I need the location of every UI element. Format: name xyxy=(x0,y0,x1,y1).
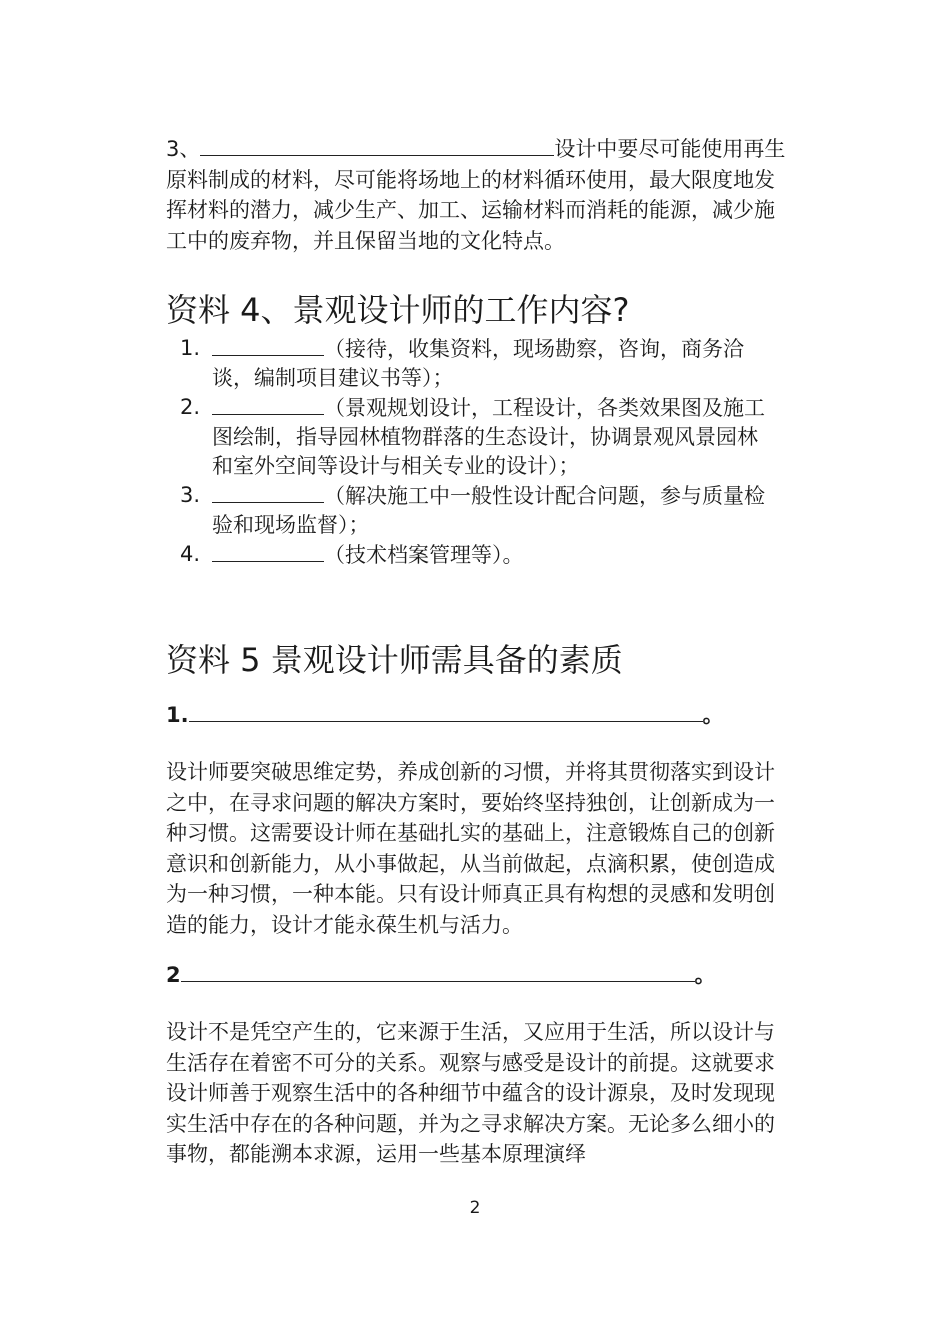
quality-2-paragraph: 设计不是凭空产生的，它来源于生活，又应用于生活，所以设计与生活存在着密不可分的关系。观察与感受是设计的前提。这就要求设计师善于观察生活中的各种细节中蕴含的设计源泉，及时发现现实生活中存在的各种问题，并为之寻求解决方案。无论多么细小的事物，都能溯本求源，运用一些基本原理演绎 xyxy=(166,1020,775,1166)
list-item-number: 3. xyxy=(180,483,201,507)
heading-section-5: 资料 5 景观设计师需具备的素质 xyxy=(166,641,623,679)
list-item xyxy=(166,540,776,570)
list-item xyxy=(166,393,776,481)
quality-2-end: 。 xyxy=(694,963,716,987)
list-item-text: （技术档案管理等）。 xyxy=(324,543,524,567)
list-item-text: （景观规划设计，工程设计，各类效果图及施工图绘制，指导园林植物群落的生态设计，协调景观风景园林和室外空间等设计与相关专业的设计）； xyxy=(212,396,765,478)
fill-in-blank xyxy=(212,393,324,415)
fill-in-blank xyxy=(212,481,324,503)
quality-1-paragraph: 设计师要突破思维定势，养成创新的习惯，并将其贯彻落实到设计之中，在寻求问题的解决方案时，要始终坚持独创，让创新成为一种习惯。这需要设计师在基础扎实的基础上，注意锻炼自己的创新意识和创新能力，从小事做起，从当前做起，点滴积累，使创造成为一种习惯，一种本能。只有设计师真正具有构想的灵感和发明创造的能力，设计才能永葆生机与活力。 xyxy=(166,760,775,937)
quality-1-end: 。 xyxy=(702,703,724,727)
list-item-number: 1. xyxy=(180,336,201,360)
list-item-number: 4. xyxy=(180,542,201,566)
fill-in-blank xyxy=(181,960,695,982)
quality-2-line xyxy=(166,960,716,990)
fill-in-blank xyxy=(200,134,554,156)
quality-1-number: 1. xyxy=(166,703,189,727)
fill-in-blank xyxy=(189,700,703,722)
fill-in-blank xyxy=(212,540,324,562)
list-item xyxy=(166,334,776,393)
fill-in-blank xyxy=(212,334,324,356)
quality-2-number: 2 xyxy=(166,963,181,987)
section-3-paragraph xyxy=(166,134,786,256)
list-item-number: 2. xyxy=(180,395,201,419)
list-item-text: （解决施工中一般性设计配合问题，参与质量检验和现场监督）； xyxy=(212,484,765,537)
quality-1-line xyxy=(166,700,724,730)
list-item xyxy=(166,481,776,540)
list-item-text: （接待，收集资料，现场勘察，咨询，商务洽谈，编制项目建议书等）； xyxy=(212,337,744,390)
section-3-text: 设计中要尽可能使用再生原料制成的材料，尽可能将场地上的材料循环使用，最大限度地发挥材料的潜力，减少生产、加工、运输材料而消耗的能源，减少施工中的废弃物，并且保留当地的文化特点。 xyxy=(166,137,786,253)
work-content-list xyxy=(166,334,776,570)
section-3-number: 3、 xyxy=(166,137,201,161)
heading-section-4: 资料 4、景观设计师的工作内容? xyxy=(166,291,630,329)
page-number: 2 xyxy=(469,1198,481,1218)
